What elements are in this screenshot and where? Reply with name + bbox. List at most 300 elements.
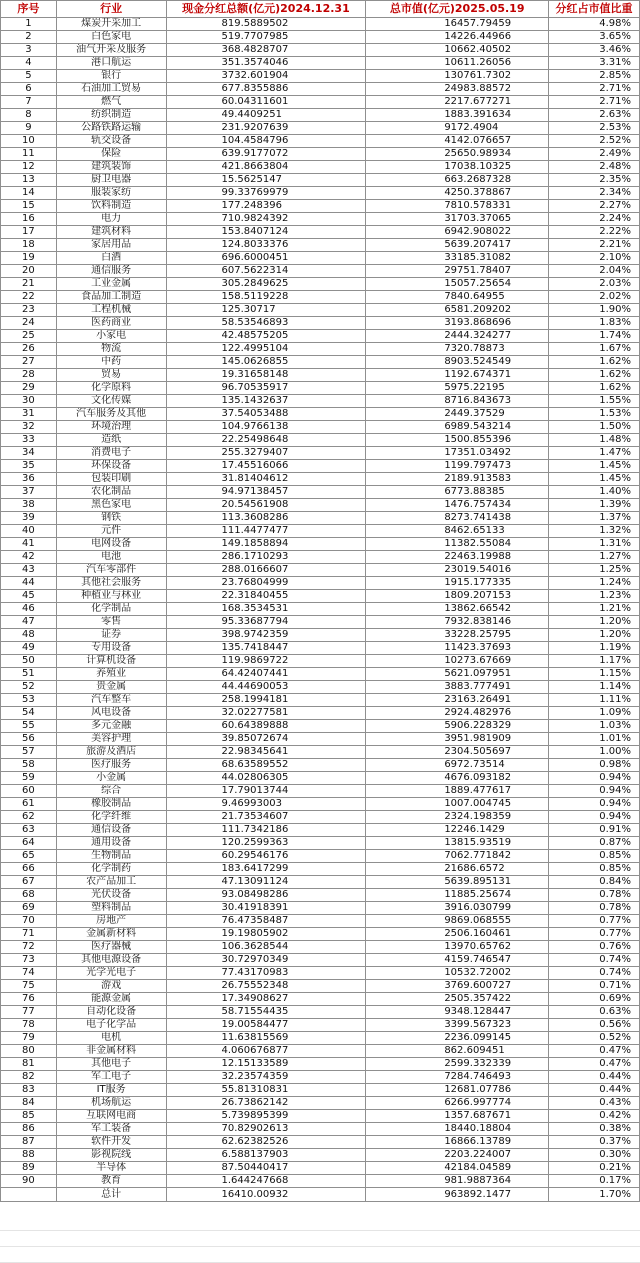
table-cell-rank[interactable]: 47	[1, 616, 57, 629]
table-cell-ratio[interactable]: 1.74%	[549, 330, 640, 343]
table-cell-rank[interactable]: 80	[1, 1045, 57, 1058]
table-cell-rank[interactable]: 3	[1, 44, 57, 57]
table-cell-rank[interactable]: 55	[1, 720, 57, 733]
table-cell-market-cap[interactable]: 8462.65133	[366, 525, 549, 538]
table-cell-dividend[interactable]: 255.3279407	[166, 447, 366, 460]
table-cell-rank[interactable]: 58	[1, 759, 57, 772]
table-cell-dividend[interactable]: 94.97138457	[166, 486, 366, 499]
table-cell-dividend[interactable]: 49.4409251	[166, 109, 366, 122]
table-cell-rank[interactable]: 43	[1, 564, 57, 577]
table-cell-market-cap[interactable]: 2505.357422	[366, 993, 549, 1006]
table-cell-dividend[interactable]: 607.5622314	[166, 265, 366, 278]
table-cell-dividend[interactable]: 95.33687794	[166, 616, 366, 629]
table-cell-ratio[interactable]: 0.74%	[549, 967, 640, 980]
table-cell-ratio[interactable]: 2.24%	[549, 213, 640, 226]
table-cell-market-cap[interactable]: 4250.378867	[366, 187, 549, 200]
table-cell-industry[interactable]: 通信设备	[56, 824, 166, 837]
table-cell-market-cap[interactable]: 1809.207153	[366, 590, 549, 603]
table-cell-industry[interactable]: 电力	[56, 213, 166, 226]
table-cell-rank[interactable]: 7	[1, 96, 57, 109]
table-cell-ratio[interactable]: 1.03%	[549, 720, 640, 733]
table-cell-market-cap[interactable]: 3951.981909	[366, 733, 549, 746]
table-cell-industry[interactable]: 证券	[56, 629, 166, 642]
table-cell-dividend[interactable]: 31.81404612	[166, 473, 366, 486]
total-dividend[interactable]: 16410.00932	[166, 1188, 366, 1202]
table-cell-dividend[interactable]: 26.73862142	[166, 1097, 366, 1110]
table-cell-dividend[interactable]: 9.46993003	[166, 798, 366, 811]
table-cell-dividend[interactable]: 55.81310831	[166, 1084, 366, 1097]
table-cell-market-cap[interactable]: 130761.7302	[366, 70, 549, 83]
table-cell-dividend[interactable]: 305.2849625	[166, 278, 366, 291]
table-cell-dividend[interactable]: 64.42407441	[166, 668, 366, 681]
table-cell-ratio[interactable]: 0.94%	[549, 811, 640, 824]
table-cell-market-cap[interactable]: 7320.78873	[366, 343, 549, 356]
table-cell-industry[interactable]: 其他电子	[56, 1058, 166, 1071]
table-cell-ratio[interactable]: 0.77%	[549, 915, 640, 928]
table-cell-industry[interactable]: 光伏设备	[56, 889, 166, 902]
table-cell-industry[interactable]: 农化制品	[56, 486, 166, 499]
table-cell-rank[interactable]: 69	[1, 902, 57, 915]
table-cell-industry[interactable]: 元件	[56, 525, 166, 538]
table-cell-ratio[interactable]: 1.31%	[549, 538, 640, 551]
table-cell-rank[interactable]: 27	[1, 356, 57, 369]
table-cell-market-cap[interactable]: 5639.207417	[366, 239, 549, 252]
table-cell-dividend[interactable]: 60.29546176	[166, 850, 366, 863]
table-cell-industry[interactable]: 教育	[56, 1175, 166, 1188]
table-cell-ratio[interactable]: 0.17%	[549, 1175, 640, 1188]
table-cell-ratio[interactable]: 0.94%	[549, 772, 640, 785]
table-cell-market-cap[interactable]: 10273.67669	[366, 655, 549, 668]
table-cell-ratio[interactable]: 0.69%	[549, 993, 640, 1006]
table-cell-ratio[interactable]: 1.20%	[549, 629, 640, 642]
table-cell-market-cap[interactable]: 2304.505697	[366, 746, 549, 759]
table-cell-ratio[interactable]: 2.71%	[549, 83, 640, 96]
table-cell-ratio[interactable]: 1.15%	[549, 668, 640, 681]
table-cell-market-cap[interactable]: 29751.78407	[366, 265, 549, 278]
table-cell-dividend[interactable]: 183.6417299	[166, 863, 366, 876]
table-cell-ratio[interactable]: 0.76%	[549, 941, 640, 954]
table-cell-market-cap[interactable]: 2924.482976	[366, 707, 549, 720]
table-cell-ratio[interactable]: 0.30%	[549, 1149, 640, 1162]
table-cell-ratio[interactable]: 2.49%	[549, 148, 640, 161]
table-cell-ratio[interactable]: 1.48%	[549, 434, 640, 447]
table-cell-dividend[interactable]: 30.72970349	[166, 954, 366, 967]
table-cell-market-cap[interactable]: 5906.228329	[366, 720, 549, 733]
table-cell-rank[interactable]: 44	[1, 577, 57, 590]
table-cell-industry[interactable]: 物流	[56, 343, 166, 356]
table-cell-rank[interactable]: 39	[1, 512, 57, 525]
table-cell-dividend[interactable]: 158.5119228	[166, 291, 366, 304]
table-cell-industry[interactable]: 养殖业	[56, 668, 166, 681]
table-cell-dividend[interactable]: 17.34908627	[166, 993, 366, 1006]
table-cell-market-cap[interactable]: 18440.18804	[366, 1123, 549, 1136]
table-cell-market-cap[interactable]: 11382.55084	[366, 538, 549, 551]
table-cell-dividend[interactable]: 93.08498286	[166, 889, 366, 902]
table-cell-dividend[interactable]: 70.82902613	[166, 1123, 366, 1136]
table-cell-dividend[interactable]: 677.8355886	[166, 83, 366, 96]
table-cell-dividend[interactable]: 111.4477477	[166, 525, 366, 538]
table-cell-market-cap[interactable]: 2189.913583	[366, 473, 549, 486]
table-cell-ratio[interactable]: 2.10%	[549, 252, 640, 265]
table-cell-rank[interactable]: 31	[1, 408, 57, 421]
table-cell-market-cap[interactable]: 1915.177335	[366, 577, 549, 590]
table-cell-rank[interactable]: 61	[1, 798, 57, 811]
table-cell-industry[interactable]: 电子化学品	[56, 1019, 166, 1032]
table-cell-rank[interactable]: 8	[1, 109, 57, 122]
table-cell-market-cap[interactable]: 3883.777491	[366, 681, 549, 694]
table-cell-ratio[interactable]: 1.14%	[549, 681, 640, 694]
table-cell-market-cap[interactable]: 4676.093182	[366, 772, 549, 785]
table-cell-rank[interactable]: 9	[1, 122, 57, 135]
table-cell-industry[interactable]: 军工装备	[56, 1123, 166, 1136]
table-cell-ratio[interactable]: 1.21%	[549, 603, 640, 616]
table-cell-ratio[interactable]: 1.67%	[549, 343, 640, 356]
table-cell-dividend[interactable]: 519.7707985	[166, 31, 366, 44]
table-cell-rank[interactable]: 28	[1, 369, 57, 382]
table-cell-ratio[interactable]: 2.04%	[549, 265, 640, 278]
table-cell-market-cap[interactable]: 22463.19988	[366, 551, 549, 564]
table-cell-dividend[interactable]: 113.3608286	[166, 512, 366, 525]
table-cell-rank[interactable]: 51	[1, 668, 57, 681]
table-cell-rank[interactable]: 50	[1, 655, 57, 668]
table-cell-industry[interactable]: 环境治理	[56, 421, 166, 434]
table-cell-dividend[interactable]: 119.9869722	[166, 655, 366, 668]
table-cell-market-cap[interactable]: 3193.868696	[366, 317, 549, 330]
table-cell-ratio[interactable]: 2.63%	[549, 109, 640, 122]
table-cell-market-cap[interactable]: 1476.757434	[366, 499, 549, 512]
table-cell-industry[interactable]: 白酒	[56, 252, 166, 265]
table-cell-dividend[interactable]: 135.1432637	[166, 395, 366, 408]
table-cell-rank[interactable]: 2	[1, 31, 57, 44]
table-cell-industry[interactable]: 燃气	[56, 96, 166, 109]
table-cell-industry[interactable]: 其他电源设备	[56, 954, 166, 967]
table-cell-dividend[interactable]: 6.588137903	[166, 1149, 366, 1162]
table-cell-dividend[interactable]: 288.0166607	[166, 564, 366, 577]
table-cell-market-cap[interactable]: 7810.578331	[366, 200, 549, 213]
table-cell-industry[interactable]: 造纸	[56, 434, 166, 447]
table-cell-dividend[interactable]: 819.5889502	[166, 18, 366, 31]
table-cell-rank[interactable]: 84	[1, 1097, 57, 1110]
table-cell-ratio[interactable]: 3.46%	[549, 44, 640, 57]
table-cell-dividend[interactable]: 42.48575205	[166, 330, 366, 343]
table-cell-ratio[interactable]: 1.45%	[549, 460, 640, 473]
table-cell-rank[interactable]: 59	[1, 772, 57, 785]
table-cell-dividend[interactable]: 120.2599363	[166, 837, 366, 850]
table-cell-ratio[interactable]: 1.62%	[549, 369, 640, 382]
table-cell-rank[interactable]: 20	[1, 265, 57, 278]
table-cell-industry[interactable]: 轨交设备	[56, 135, 166, 148]
table-cell-industry[interactable]: 塑料制品	[56, 902, 166, 915]
table-cell-industry[interactable]: 农产品加工	[56, 876, 166, 889]
table-cell-rank[interactable]: 12	[1, 161, 57, 174]
table-cell-industry[interactable]: 贵金属	[56, 681, 166, 694]
table-cell-industry[interactable]: 环保设备	[56, 460, 166, 473]
table-cell-dividend[interactable]: 286.1710293	[166, 551, 366, 564]
table-cell-market-cap[interactable]: 5639.895131	[366, 876, 549, 889]
table-cell-rank[interactable]: 6	[1, 83, 57, 96]
table-cell-ratio[interactable]: 0.78%	[549, 902, 640, 915]
table-cell-rank[interactable]: 5	[1, 70, 57, 83]
table-cell-industry[interactable]: 非金属材料	[56, 1045, 166, 1058]
table-cell-ratio[interactable]: 1.27%	[549, 551, 640, 564]
table-cell-dividend[interactable]: 23.76804999	[166, 577, 366, 590]
table-cell-ratio[interactable]: 1.55%	[549, 395, 640, 408]
table-cell-rank[interactable]: 15	[1, 200, 57, 213]
table-cell-industry[interactable]: 保险	[56, 148, 166, 161]
table-cell-rank[interactable]: 32	[1, 421, 57, 434]
table-cell-rank[interactable]: 23	[1, 304, 57, 317]
table-cell-market-cap[interactable]: 2217.677271	[366, 96, 549, 109]
table-cell-dividend[interactable]: 37.54053488	[166, 408, 366, 421]
table-cell-rank[interactable]: 62	[1, 811, 57, 824]
table-cell-rank[interactable]: 16	[1, 213, 57, 226]
table-cell-ratio[interactable]: 1.53%	[549, 408, 640, 421]
table-cell-rank[interactable]: 24	[1, 317, 57, 330]
header-market-cap[interactable]: 总市值(亿元)2025.05.19	[366, 1, 549, 18]
table-cell-market-cap[interactable]: 7932.838146	[366, 616, 549, 629]
table-cell-industry[interactable]: 通信服务	[56, 265, 166, 278]
table-cell-market-cap[interactable]: 4159.746547	[366, 954, 549, 967]
table-cell-dividend[interactable]: 58.53546893	[166, 317, 366, 330]
table-cell-market-cap[interactable]: 6773.88385	[366, 486, 549, 499]
table-cell-rank[interactable]: 52	[1, 681, 57, 694]
table-cell-rank[interactable]: 87	[1, 1136, 57, 1149]
table-cell-ratio[interactable]: 0.74%	[549, 954, 640, 967]
table-cell-rank[interactable]: 70	[1, 915, 57, 928]
table-cell-market-cap[interactable]: 663.2687328	[366, 174, 549, 187]
table-cell-rank[interactable]: 38	[1, 499, 57, 512]
table-cell-industry[interactable]: 工程机械	[56, 304, 166, 317]
table-cell-dividend[interactable]: 351.3574046	[166, 57, 366, 70]
table-cell-industry[interactable]: 互联网电商	[56, 1110, 166, 1123]
table-cell-ratio[interactable]: 1.47%	[549, 447, 640, 460]
table-cell-ratio[interactable]: 0.78%	[549, 889, 640, 902]
table-cell-ratio[interactable]: 0.44%	[549, 1071, 640, 1084]
table-cell-ratio[interactable]: 1.24%	[549, 577, 640, 590]
table-cell-industry[interactable]: 包装印刷	[56, 473, 166, 486]
table-cell-market-cap[interactable]: 16866.13789	[366, 1136, 549, 1149]
table-cell-rank[interactable]: 90	[1, 1175, 57, 1188]
table-cell-industry[interactable]: 美容护理	[56, 733, 166, 746]
table-cell-dividend[interactable]: 22.98345641	[166, 746, 366, 759]
table-cell-ratio[interactable]: 3.31%	[549, 57, 640, 70]
table-cell-dividend[interactable]: 76.47358487	[166, 915, 366, 928]
table-cell-market-cap[interactable]: 7840.64955	[366, 291, 549, 304]
table-cell-ratio[interactable]: 2.71%	[549, 96, 640, 109]
table-cell-dividend[interactable]: 21.73534607	[166, 811, 366, 824]
table-cell-market-cap[interactable]: 2506.160461	[366, 928, 549, 941]
table-cell-rank[interactable]: 33	[1, 434, 57, 447]
table-cell-market-cap[interactable]: 9172.4904	[366, 122, 549, 135]
table-cell-dividend[interactable]: 60.04311601	[166, 96, 366, 109]
table-cell-ratio[interactable]: 0.98%	[549, 759, 640, 772]
table-cell-market-cap[interactable]: 5621.097951	[366, 668, 549, 681]
table-cell-dividend[interactable]: 11.63815569	[166, 1032, 366, 1045]
table-cell-industry[interactable]: 厨卫电器	[56, 174, 166, 187]
table-cell-market-cap[interactable]: 13970.65762	[366, 941, 549, 954]
table-cell-industry[interactable]: 电池	[56, 551, 166, 564]
table-cell-market-cap[interactable]: 10532.72002	[366, 967, 549, 980]
table-cell-rank[interactable]: 29	[1, 382, 57, 395]
table-cell-market-cap[interactable]: 5975.22195	[366, 382, 549, 395]
table-cell-ratio[interactable]: 1.20%	[549, 616, 640, 629]
table-cell-dividend[interactable]: 710.9824392	[166, 213, 366, 226]
table-cell-dividend[interactable]: 12.15133589	[166, 1058, 366, 1071]
table-cell-industry[interactable]: 风电设备	[56, 707, 166, 720]
table-cell-market-cap[interactable]: 9348.128447	[366, 1006, 549, 1019]
table-cell-market-cap[interactable]: 2449.37529	[366, 408, 549, 421]
table-cell-industry[interactable]: 贸易	[56, 369, 166, 382]
table-cell-dividend[interactable]: 30.41918391	[166, 902, 366, 915]
table-cell-dividend[interactable]: 124.8033376	[166, 239, 366, 252]
table-cell-industry[interactable]: 小金属	[56, 772, 166, 785]
table-cell-industry[interactable]: 小家电	[56, 330, 166, 343]
table-cell-market-cap[interactable]: 16457.79459	[366, 18, 549, 31]
table-cell-ratio[interactable]: 1.25%	[549, 564, 640, 577]
table-cell-dividend[interactable]: 368.4828707	[166, 44, 366, 57]
table-cell-industry[interactable]: 生物制品	[56, 850, 166, 863]
table-cell-ratio[interactable]: 2.03%	[549, 278, 640, 291]
table-cell-industry[interactable]: 房地产	[56, 915, 166, 928]
table-cell-industry[interactable]: 橡胶制品	[56, 798, 166, 811]
table-cell-market-cap[interactable]: 7062.771842	[366, 850, 549, 863]
table-cell-industry[interactable]: 公路铁路运输	[56, 122, 166, 135]
table-cell-industry[interactable]: 专用设备	[56, 642, 166, 655]
table-cell-rank[interactable]: 53	[1, 694, 57, 707]
table-cell-industry[interactable]: 通用设备	[56, 837, 166, 850]
table-cell-rank[interactable]: 67	[1, 876, 57, 889]
table-cell-dividend[interactable]: 62.62382526	[166, 1136, 366, 1149]
table-cell-dividend[interactable]: 149.1858894	[166, 538, 366, 551]
table-cell-rank[interactable]: 63	[1, 824, 57, 837]
header-dividend[interactable]: 现金分红总额(亿元)2024.12.31	[166, 1, 366, 18]
table-cell-dividend[interactable]: 258.1994181	[166, 694, 366, 707]
table-cell-industry[interactable]: 游戏	[56, 980, 166, 993]
table-cell-dividend[interactable]: 87.50440417	[166, 1162, 366, 1175]
table-cell-dividend[interactable]: 17.45516066	[166, 460, 366, 473]
table-cell-ratio[interactable]: 1.00%	[549, 746, 640, 759]
table-cell-rank[interactable]: 11	[1, 148, 57, 161]
table-cell-dividend[interactable]: 125.30717	[166, 304, 366, 317]
table-cell-industry[interactable]: 文化传媒	[56, 395, 166, 408]
table-cell-industry[interactable]: 服装家纺	[56, 187, 166, 200]
table-cell-industry[interactable]: 电机	[56, 1032, 166, 1045]
table-cell-ratio[interactable]: 2.02%	[549, 291, 640, 304]
table-cell-dividend[interactable]: 44.44690053	[166, 681, 366, 694]
table-cell-ratio[interactable]: 0.38%	[549, 1123, 640, 1136]
table-cell-industry[interactable]: 医疗服务	[56, 759, 166, 772]
table-cell-rank[interactable]: 65	[1, 850, 57, 863]
table-cell-industry[interactable]: 半导体	[56, 1162, 166, 1175]
table-cell-industry[interactable]: 白色家电	[56, 31, 166, 44]
table-cell-industry[interactable]: 油气开采及服务	[56, 44, 166, 57]
table-cell-market-cap[interactable]: 6989.543214	[366, 421, 549, 434]
table-cell-ratio[interactable]: 0.47%	[549, 1045, 640, 1058]
table-cell-market-cap[interactable]: 11885.25674	[366, 889, 549, 902]
table-cell-dividend[interactable]: 58.71554435	[166, 1006, 366, 1019]
table-cell-rank[interactable]: 40	[1, 525, 57, 538]
table-cell-industry[interactable]: 食品加工制造	[56, 291, 166, 304]
table-cell-ratio[interactable]: 1.11%	[549, 694, 640, 707]
table-cell-rank[interactable]: 79	[1, 1032, 57, 1045]
table-cell-rank[interactable]: 76	[1, 993, 57, 1006]
table-cell-ratio[interactable]: 3.65%	[549, 31, 640, 44]
table-cell-dividend[interactable]: 26.75552348	[166, 980, 366, 993]
table-cell-dividend[interactable]: 68.63589552	[166, 759, 366, 772]
table-cell-market-cap[interactable]: 2236.099145	[366, 1032, 549, 1045]
table-cell-dividend[interactable]: 104.4584796	[166, 135, 366, 148]
table-cell-ratio[interactable]: 0.85%	[549, 850, 640, 863]
table-cell-rank[interactable]: 73	[1, 954, 57, 967]
table-cell-dividend[interactable]: 15.5625147	[166, 174, 366, 187]
table-cell-industry[interactable]: 石油加工贸易	[56, 83, 166, 96]
table-cell-ratio[interactable]: 1.09%	[549, 707, 640, 720]
table-cell-industry[interactable]: 中药	[56, 356, 166, 369]
table-cell-dividend[interactable]: 22.31840455	[166, 590, 366, 603]
table-cell-rank[interactable]: 81	[1, 1058, 57, 1071]
header-rank[interactable]: 序号	[1, 1, 57, 18]
table-cell-ratio[interactable]: 1.23%	[549, 590, 640, 603]
table-cell-rank[interactable]: 25	[1, 330, 57, 343]
table-cell-industry[interactable]: 消费电子	[56, 447, 166, 460]
table-cell-ratio[interactable]: 1.83%	[549, 317, 640, 330]
table-cell-market-cap[interactable]: 10662.40502	[366, 44, 549, 57]
table-cell-dividend[interactable]: 421.8663804	[166, 161, 366, 174]
table-cell-market-cap[interactable]: 1357.687671	[366, 1110, 549, 1123]
table-cell-industry[interactable]: 军工电子	[56, 1071, 166, 1084]
table-cell-industry[interactable]: 医疗器械	[56, 941, 166, 954]
table-cell-dividend[interactable]: 153.8407124	[166, 226, 366, 239]
table-cell-ratio[interactable]: 0.56%	[549, 1019, 640, 1032]
table-cell-market-cap[interactable]: 1007.004745	[366, 798, 549, 811]
table-cell-dividend[interactable]: 135.7418447	[166, 642, 366, 655]
table-cell-industry[interactable]: 纺织制造	[56, 109, 166, 122]
table-cell-market-cap[interactable]: 2444.324277	[366, 330, 549, 343]
table-cell-rank[interactable]: 26	[1, 343, 57, 356]
total-cell-rank[interactable]	[1, 1188, 57, 1202]
table-cell-market-cap[interactable]: 8903.524549	[366, 356, 549, 369]
table-cell-rank[interactable]: 82	[1, 1071, 57, 1084]
table-cell-market-cap[interactable]: 6972.73514	[366, 759, 549, 772]
table-cell-market-cap[interactable]: 7284.746493	[366, 1071, 549, 1084]
table-cell-rank[interactable]: 89	[1, 1162, 57, 1175]
table-cell-ratio[interactable]: 0.21%	[549, 1162, 640, 1175]
table-cell-industry[interactable]: 旅游及酒店	[56, 746, 166, 759]
table-cell-rank[interactable]: 41	[1, 538, 57, 551]
table-cell-market-cap[interactable]: 25650.98934	[366, 148, 549, 161]
table-cell-dividend[interactable]: 32.23574359	[166, 1071, 366, 1084]
table-cell-market-cap[interactable]: 24983.88572	[366, 83, 549, 96]
table-cell-rank[interactable]: 64	[1, 837, 57, 850]
table-cell-ratio[interactable]: 2.48%	[549, 161, 640, 174]
table-cell-ratio[interactable]: 1.62%	[549, 356, 640, 369]
table-cell-rank[interactable]: 14	[1, 187, 57, 200]
table-cell-dividend[interactable]: 696.6000451	[166, 252, 366, 265]
table-cell-dividend[interactable]: 19.00584477	[166, 1019, 366, 1032]
table-cell-market-cap[interactable]: 23019.54016	[366, 564, 549, 577]
table-cell-dividend[interactable]: 77.43170983	[166, 967, 366, 980]
table-cell-dividend[interactable]: 398.9742359	[166, 629, 366, 642]
table-cell-rank[interactable]: 42	[1, 551, 57, 564]
table-cell-ratio[interactable]: 2.35%	[549, 174, 640, 187]
table-cell-rank[interactable]: 57	[1, 746, 57, 759]
table-cell-industry[interactable]: 化学制品	[56, 603, 166, 616]
table-cell-dividend[interactable]: 168.3534531	[166, 603, 366, 616]
table-cell-ratio[interactable]: 0.47%	[549, 1058, 640, 1071]
table-cell-ratio[interactable]: 1.39%	[549, 499, 640, 512]
table-cell-rank[interactable]: 1	[1, 18, 57, 31]
table-cell-rank[interactable]: 86	[1, 1123, 57, 1136]
